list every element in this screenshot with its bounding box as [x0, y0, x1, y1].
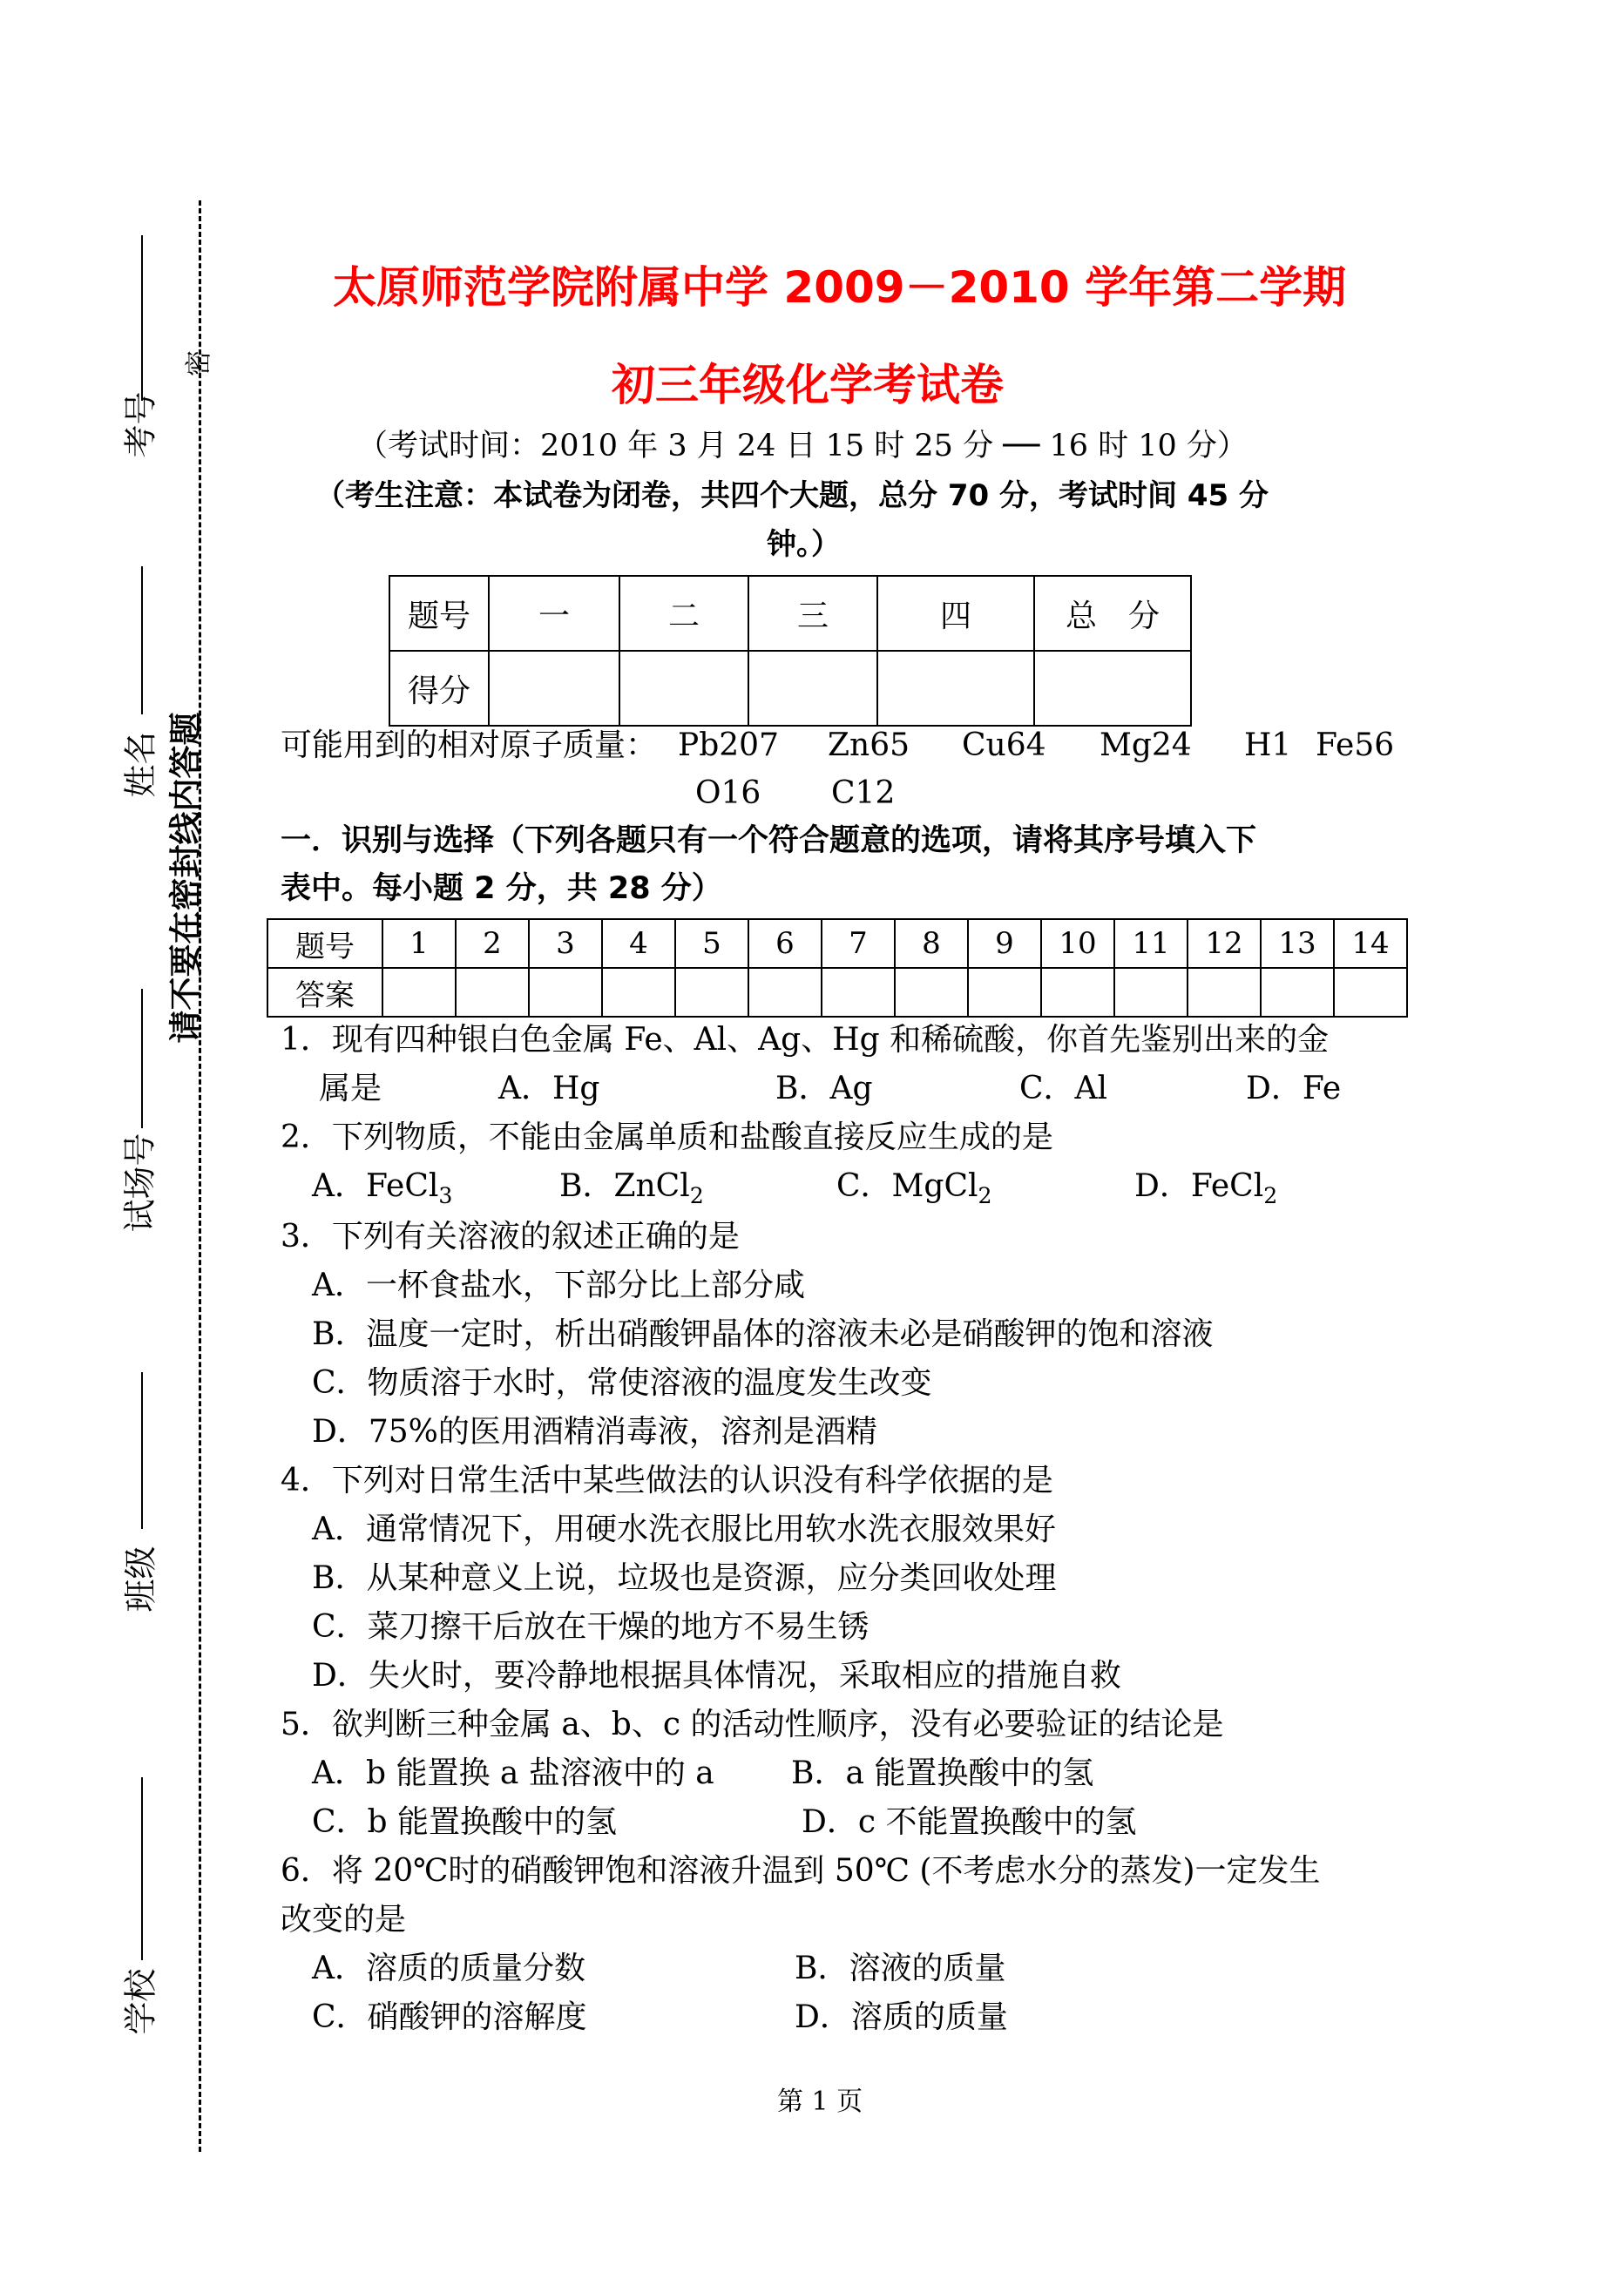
score-header-cell: 四 — [877, 576, 1034, 651]
score-header-cell: 总 分 — [1034, 576, 1191, 651]
exam-notice-line2: 钟。） — [767, 527, 841, 562]
score-row-label: 得分 — [389, 651, 489, 726]
answer-input-cell[interactable] — [1114, 968, 1188, 1017]
section1-heading: 一．识别与选择（下列各题只有一个符合题意的选项，请将其序号填入下 — [281, 823, 1257, 858]
field-line-school — [141, 1777, 143, 1960]
option-c: C．b 能置换酸中的氢 — [312, 1804, 618, 1840]
question-stem: 改变的是 — [281, 1902, 407, 1938]
answer-number-cell: 3 — [529, 919, 602, 968]
atomic-mass-item: Cu64 — [962, 727, 1046, 763]
answer-number-cell: 6 — [748, 919, 822, 968]
seal-dashed-line — [199, 200, 201, 2152]
field-label-class: 班级 — [121, 1546, 160, 1613]
option-b: B．温度一定时，析出硝酸钾晶体的溶液未必是硝酸钾的饱和溶液 — [312, 1316, 1214, 1352]
field-label-name: 姓名 — [121, 731, 160, 798]
option-d: D．75%的医用酒精消毒液，溶剂是酒精 — [312, 1414, 877, 1450]
answer-input-cell[interactable] — [675, 968, 748, 1017]
exam-notice-line1: （考生注意：本试卷为闭卷，共四个大题，总分 70 分，考试时间 45 分 — [315, 478, 1269, 513]
question-stem: 属是 — [319, 1071, 382, 1106]
answer-input-cell[interactable] — [1041, 968, 1114, 1017]
option-d — [1134, 1168, 1278, 1209]
answer-number-cell: 10 — [1041, 919, 1114, 968]
answer-input-cell[interactable] — [456, 968, 529, 1017]
atomic-mass-item: Fe56 — [1316, 727, 1395, 763]
answer-number-cell: 8 — [895, 919, 968, 968]
atomic-mass-label: 可能用到的相对原子质量： — [281, 727, 658, 763]
atomic-mass-item: C12 — [831, 775, 896, 811]
score-input-cell[interactable] — [619, 651, 748, 726]
option-a: A．一杯食盐水，下部分比上部分咸 — [312, 1268, 805, 1303]
field-line-shichang — [141, 989, 143, 1128]
option-b: B．Ag — [775, 1071, 873, 1106]
option-d: D．c 不能置换酸中的氢 — [802, 1804, 1137, 1840]
option-c: C．物质溶于水时，常使溶液的温度发生改变 — [312, 1365, 932, 1401]
seal-notice: 请不要在密封线内答题 — [166, 712, 206, 1044]
option-b-text: B．ZnCl — [559, 1168, 690, 1204]
exam-time: （考试时间：2010 年 3 月 24 日 15 时 25 分 ── 16 时 10 分） — [357, 429, 1248, 463]
answer-input-cell[interactable] — [748, 968, 822, 1017]
atomic-mass-item: O16 — [695, 775, 761, 811]
field-line-class — [141, 1372, 143, 1529]
answer-number-cell: 13 — [1261, 919, 1334, 968]
answer-number-cell: 11 — [1114, 919, 1188, 968]
field-label-kaohao: 考号 — [121, 391, 160, 458]
answer-input-cell[interactable] — [1188, 968, 1261, 1017]
answer-number-cell: 14 — [1334, 919, 1407, 968]
answer-input-cell[interactable] — [895, 968, 968, 1017]
score-input-cell[interactable] — [1034, 651, 1191, 726]
score-header-cell: 二 — [619, 576, 748, 651]
option-c: C．硝酸钾的溶解度 — [312, 1999, 587, 2035]
option-a-subscript: 3 — [438, 1183, 453, 1209]
question-stem: 3．下列有关溶液的叙述正确的是 — [281, 1219, 740, 1255]
score-input-cell[interactable] — [489, 651, 619, 726]
option-a-text: A．FeCl — [312, 1168, 439, 1204]
answer-input-cell[interactable] — [968, 968, 1041, 1017]
score-input-cell[interactable] — [748, 651, 877, 726]
option-b: B．从某种意义上说，垃圾也是资源，应分类回收处理 — [312, 1560, 1057, 1596]
option-c-subscript: 2 — [978, 1183, 992, 1209]
option-d: D．失火时，要冷静地根据具体情况，采取相应的措施自救 — [312, 1658, 1121, 1694]
field-line-name — [141, 566, 143, 714]
answer-table — [267, 918, 1408, 1018]
option-d: D．Fe — [1246, 1071, 1342, 1106]
option-b — [559, 1168, 704, 1209]
page-number: 第 1 页 — [777, 2087, 863, 2117]
question-stem: 6．将 20℃时的硝酸钾饱和溶液升温到 50℃ (不考虑水分的蒸发)一定发生 — [281, 1853, 1321, 1889]
answer-number-cell: 12 — [1188, 919, 1261, 968]
option-a: A．b 能置换 a 盐溶液中的 a — [312, 1755, 714, 1791]
option-c — [836, 1168, 992, 1209]
option-d-subscript: 2 — [1263, 1183, 1278, 1209]
section1-heading: 表中。每小题 2 分，共 28 分） — [281, 871, 722, 906]
answer-number-cell: 4 — [602, 919, 675, 968]
answer-input-cell[interactable] — [529, 968, 602, 1017]
answer-input-cell[interactable] — [1334, 968, 1407, 1017]
option-a — [312, 1168, 453, 1209]
atomic-mass-item: Zn65 — [828, 727, 910, 763]
question-stem: 4．下列对日常生活中某些做法的认识没有科学依据的是 — [281, 1463, 1053, 1498]
answer-number-cell: 9 — [968, 919, 1041, 968]
score-header-cell: 三 — [748, 576, 877, 651]
answer-number-cell: 7 — [822, 919, 895, 968]
question-stem: 5．欲判断三种金属 a、b、c 的活动性顺序，没有必要验证的结论是 — [281, 1707, 1224, 1742]
answer-table-label: 答案 — [267, 968, 382, 1017]
option-c: C．菜刀擦干后放在干燥的地方不易生锈 — [312, 1609, 870, 1645]
seal-text: 密 — [184, 350, 214, 376]
score-table — [389, 575, 1192, 727]
field-label-school: 学校 — [121, 1968, 160, 2035]
answer-input-cell[interactable] — [382, 968, 456, 1017]
score-header-cell: 题号 — [389, 576, 489, 651]
option-b: B．溶液的质量 — [795, 1951, 1006, 1986]
answer-number-cell: 1 — [382, 919, 456, 968]
atomic-mass-item: Mg24 — [1100, 727, 1192, 763]
option-d-text: D．FeCl — [1134, 1168, 1264, 1204]
exam-title-line2: 初三年级化学考试卷 — [612, 360, 1004, 410]
option-c-text: C．MgCl — [836, 1168, 978, 1204]
option-a: A．Hg — [498, 1071, 600, 1106]
score-header-cell: 一 — [489, 576, 619, 651]
answer-input-cell[interactable] — [822, 968, 895, 1017]
exam-title-line1: 太原师范学院附属中学 2009－2010 学年第二学期 — [333, 262, 1347, 313]
answer-number-cell: 2 — [456, 919, 529, 968]
answer-number-cell: 5 — [675, 919, 748, 968]
option-d: D．溶质的质量 — [795, 1999, 1008, 2035]
option-a: A．溶质的质量分数 — [312, 1951, 585, 1986]
field-line-kaohao — [141, 235, 143, 401]
option-b-subscript: 2 — [689, 1183, 704, 1209]
option-b: B．a 能置换酸中的氢 — [791, 1755, 1094, 1791]
answer-input-cell[interactable] — [1261, 968, 1334, 1017]
option-a: A．通常情况下，用硬水洗衣服比用软水洗衣服效果好 — [312, 1512, 1056, 1547]
option-c: C．Al — [1019, 1071, 1108, 1106]
score-input-cell[interactable] — [877, 651, 1034, 726]
question-stem: 2．下列物质，不能由金属单质和盐酸直接反应生成的是 — [281, 1119, 1053, 1155]
atomic-mass-item: H1 — [1244, 727, 1292, 763]
atomic-mass-item: Pb207 — [678, 727, 779, 763]
answer-input-cell[interactable] — [602, 968, 675, 1017]
answer-table-label: 题号 — [267, 919, 382, 968]
field-label-shichang: 试场号 — [120, 1133, 159, 1233]
question-stem: 1．现有四种银白色金属 Fe、Al、Ag、Hg 和稀硫酸，你首先鉴别出来的金 — [281, 1022, 1330, 1058]
